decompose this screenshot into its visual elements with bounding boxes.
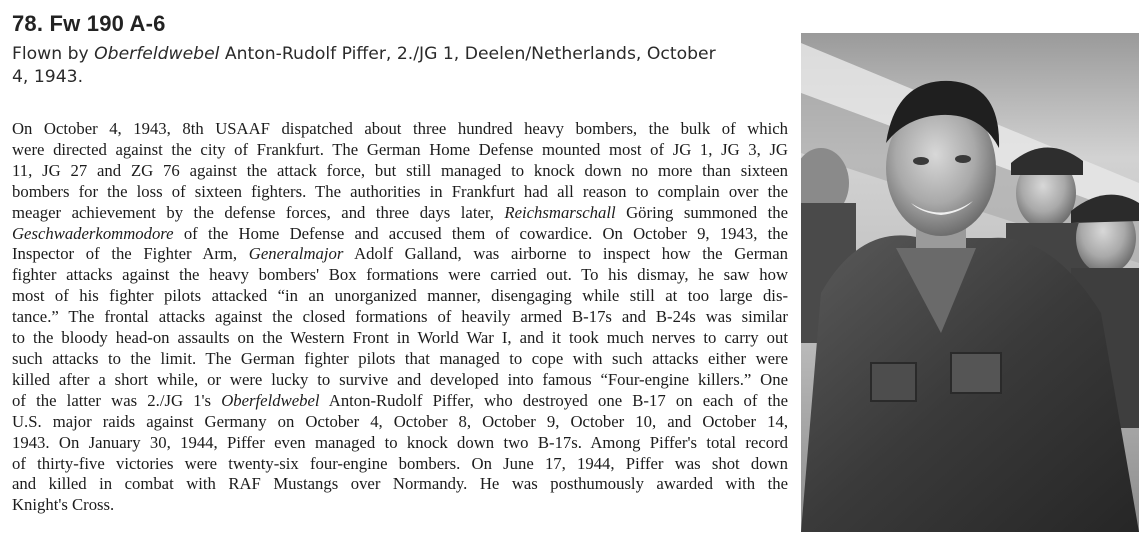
body-text-segment: killed after a short while, or were lucky to survive and developed into famous “Four-engine killers.” One <box>12 369 788 389</box>
body-paragraph <box>12 119 788 516</box>
body-text-segment: were directed against the city of Frankfurt. The German Home Defense mounted most of JG 1, JG 3, JG <box>12 139 788 159</box>
body-line <box>12 140 788 161</box>
body-text-segment: Adolf Galland, was airborne to inspect how the German <box>343 244 788 264</box>
body-text-segment: such attacks to the limit. The German fighter pilots that managed to cope with such attacks either were <box>12 348 788 368</box>
body-line <box>12 349 788 370</box>
body-line <box>12 412 788 433</box>
body-line <box>12 119 788 140</box>
portrait-photo-icon <box>801 33 1139 532</box>
body-text-segment: On October 4, 1943, 8th USAAF dispatched about three hundred heavy bombers, the bulk of which <box>12 119 788 138</box>
subtitle-prefix: Flown by <box>12 44 95 64</box>
body-line <box>12 328 788 349</box>
body-text-segment: of thirty-five victories were twenty-six four-engine bombers. On June 17, 1944, Piffer was shot down <box>12 453 788 473</box>
subtitle-line2: 4, 1943. <box>12 67 84 87</box>
body-line <box>12 286 788 307</box>
body-italic-term: Reichsmarschall <box>504 202 616 222</box>
body-line <box>12 495 788 516</box>
subtitle-line1-rest: Anton-Rudolf Piffer, 2./JG 1, Deelen/Netherlands, October <box>219 44 716 64</box>
body-text-segment: meager achievement by the defense forces, and three days later, <box>12 202 505 222</box>
body-text-segment: tance.” The frontal attacks against the closed formations of heavily armed B-17s and B-24s was similar <box>12 307 788 327</box>
body-line <box>12 203 788 224</box>
body-text-segment: Knight's Cross. <box>12 495 115 515</box>
body-line <box>12 244 788 265</box>
body-line <box>12 161 788 182</box>
body-text-segment: Göring summoned the <box>615 202 788 222</box>
body-italic-term: Generalmajor <box>248 244 344 264</box>
body-text-segment: of the latter was 2./JG 1's <box>12 390 222 410</box>
body-italic-term: Geschwaderkommodore <box>12 223 174 243</box>
page-title: 78. Fw 190 A-6 <box>12 11 166 36</box>
body-text-segment: Anton-Rudolf Piffer, who destroyed one B-17 on each of the <box>319 390 789 410</box>
body-text-segment: fighter attacks against the heavy bombers' Box formations were carried out. To his dismay, he saw how <box>12 265 788 285</box>
body-text-segment: most of his fighter pilots attacked “in an unorganized manner, disengaging while still at too large dis- <box>12 286 788 306</box>
body-text-segment: 11, JG 27 and ZG 76 against the attack force, but still managed to knock down no more than sixteen <box>12 160 788 180</box>
body-line <box>12 265 788 286</box>
body-text-segment: Inspector of the Fighter Arm, <box>12 244 249 264</box>
body-line <box>12 454 788 475</box>
body-text-segment: of the Home Defense and accused them of cowardice. On October 9, 1943, the <box>173 223 788 243</box>
body-line <box>12 433 788 454</box>
body-line <box>12 370 788 391</box>
portrait-photo <box>801 33 1139 532</box>
body-text-segment: and killed in combat with RAF Mustangs over Normandy. He was posthumously awarded with the <box>12 474 788 494</box>
body-text-segment: U.S. major raids against Germany on October 4, October 8, October 9, October 10, and October 14, <box>12 411 788 431</box>
subtitle <box>12 43 782 89</box>
subtitle-rank: Oberfeldwebel <box>94 44 220 64</box>
body-italic-term: Oberfeldwebel <box>221 390 320 410</box>
body-text-segment: bombers for the loss of sixteen fighters. The authorities in Frankfurt had all reason to complain over the <box>12 181 788 201</box>
body-text-segment: to the bloody head-on assaults on the Western Front in World War I, and it took much nerves to carry out <box>12 328 788 348</box>
body-line <box>12 224 788 245</box>
body-line <box>12 391 788 412</box>
body-text-segment: 1943. On January 30, 1944, Piffer even managed to knock down two B-17s. Among Piffer's total record <box>12 432 788 452</box>
body-line <box>12 307 788 328</box>
body-line <box>12 474 788 495</box>
body-line <box>12 182 788 203</box>
